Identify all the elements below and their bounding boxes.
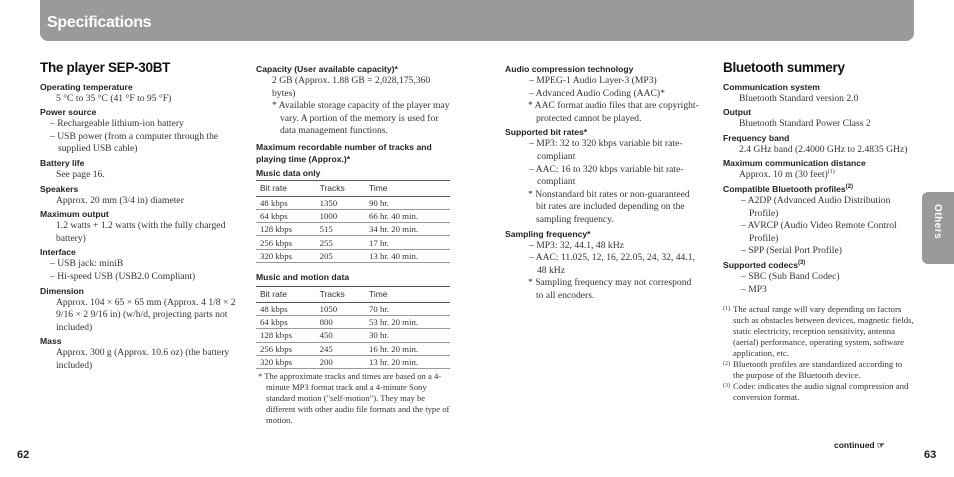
cell-time: 70 hr. (365, 302, 450, 315)
profile-item: – SPP (Serial Port Profile) (741, 245, 842, 257)
bluetooth-heading: Bluetooth summery (723, 60, 845, 75)
footnote-2-text: Bluetooth profiles are standardized according to the purpose of the Bluetooth device. (733, 359, 903, 381)
music-motion-label: Music and motion data (256, 272, 350, 283)
cell-tracks: 515 (316, 223, 365, 236)
output-value: Bluetooth Standard Power Class 2 (739, 118, 871, 130)
cell-tracks: 450 (316, 329, 365, 342)
comm-label: Communication system (723, 81, 820, 92)
footnote-3 (723, 381, 915, 403)
cell-time: 34 hr. 20 min. (365, 223, 450, 236)
header-time: Time (365, 287, 450, 303)
speakers-label: Speakers (40, 183, 79, 194)
cell-bit-rate: 256 kbps (256, 236, 316, 249)
cell-bit-rate: 48 kbps (256, 196, 316, 209)
max-tracks-label: Maximum recordable number of tracks and playing time (Approx.)* (256, 141, 432, 164)
cell-tracks: 200 (316, 355, 365, 368)
op-temp-label: Operating temperature (40, 81, 133, 92)
footnote-1-text: The actual range will vary depending on factors such as obstacles between devices, magnetic fields, static electricity, reception sensitivity, antenna (aerial) performance, operating system, software application, etc. (733, 304, 914, 359)
music-motion-table (256, 286, 450, 369)
dimension-label: Dimension (40, 285, 84, 296)
table-row (256, 315, 450, 328)
comm-value: Bluetooth Standard version 2.0 (739, 92, 859, 104)
cell-tracks: 800 (316, 315, 365, 328)
cell-bit-rate: 320 kbps (256, 249, 316, 262)
range-label: Maximum communication distance (723, 158, 866, 169)
cell-tracks: 1350 (316, 196, 365, 209)
dimension-value: Approx. 104 × 65 × 65 mm (Approx. 4 1/8 × 2 9/16 × 2 9/16 in) (w/h/d, projecting parts not included) (56, 296, 236, 333)
bitrate-note: * Nonstandard bit rates or non-guaranteed bit rates are included depending on the sampling frequency. (528, 188, 690, 225)
table-header-row (256, 180, 450, 196)
header-time: Time (365, 180, 450, 196)
cell-time: 90 hr. (365, 196, 450, 209)
table-row (256, 355, 450, 368)
profiles-label (723, 183, 915, 195)
footnote-1 (723, 304, 915, 359)
codec-item: – MP3 (741, 283, 767, 295)
table-row (256, 302, 450, 315)
freq-label: Frequency band (723, 132, 790, 143)
sampling-item: – AAC: 11.025, 12, 16, 22.05, 24, 32, 44.1, 48 kHz (529, 252, 695, 276)
table-row (256, 329, 450, 342)
header-tracks: Tracks (316, 180, 365, 196)
cell-time: 13 hr. 40 min. (365, 249, 450, 262)
cell-time: 16 hr. 20 min. (365, 342, 450, 355)
cell-tracks: 205 (316, 249, 365, 262)
profile-item: – A2DP (Advanced Audio Distribution Profile) (741, 194, 891, 219)
audio-item: – MPEG-1 Audio Layer-3 (MP3) (529, 75, 657, 86)
cell-tracks: 245 (316, 342, 365, 355)
music-only-table (256, 180, 450, 263)
player-specs-column (40, 62, 240, 373)
audio-item: – Advanced Audio Coding (AAC)* (529, 87, 665, 99)
section-title: Specifications (47, 14, 152, 31)
side-tab-label: Others (932, 204, 943, 240)
footnote-1-mark: (1) (723, 306, 730, 313)
header-bit-rate: Bit rate (256, 180, 316, 196)
cell-bit-rate: 128 kbps (256, 329, 316, 342)
freq-value: 2.4 GHz band (2.4000 GHz to 2.4835 GHz) (739, 143, 908, 155)
tracks-footnote: * The approximate tracks and times are based on a 4-minute MP3 format track and a 4-minute Sony standard motion ("self-motion"). They may be different with other audio file formats and the type of motion. (258, 371, 450, 426)
page-number-left: 62 (17, 449, 30, 461)
others-side-tab (922, 192, 954, 264)
cell-bit-rate: 128 kbps (256, 223, 316, 236)
cell-bit-rate: 320 kbps (256, 355, 316, 368)
bitrate-item: – MP3: 32 to 320 kbps variable bit rate-compliant (529, 138, 683, 162)
footnote-2 (723, 359, 915, 381)
range-text: Approx. 10 m (30 feet) (739, 169, 828, 181)
capacity-label: Capacity (User available capacity)* (256, 64, 398, 74)
table-row (256, 223, 450, 236)
cell-tracks: 255 (316, 236, 365, 249)
profiles-text: Compatible Bluetooth profiles (723, 183, 846, 194)
audio-column (505, 62, 700, 303)
cell-tracks: 1050 (316, 302, 365, 315)
bluetooth-column (723, 62, 915, 403)
player-heading: The player SEP-30BT (40, 60, 171, 75)
max-output-value: 1.2 watts + 1.2 watts (with the fully charged battery) (56, 220, 226, 244)
capacity-note: * Available storage capacity of the player may vary. A portion of the memory is used for data management functions. (272, 100, 450, 137)
power-item: – Rechargeable lithium-ion battery (50, 118, 184, 130)
range-sup: (1) (827, 169, 835, 176)
codecs-label (723, 259, 915, 271)
bitrate-label: Supported bit rates* (505, 127, 588, 138)
footnote-3-mark: (3) (723, 383, 730, 390)
sampling-item: – MP3: 32, 44.1, 48 kHz (529, 239, 624, 251)
interface-item: – USB jack: miniB (50, 258, 124, 270)
header-bit-rate: Bit rate (256, 287, 316, 303)
battery-label: Battery life (40, 157, 85, 168)
power-label: Power source (40, 107, 97, 118)
battery-value: See page 16. (56, 168, 105, 180)
capacity-column (256, 62, 450, 426)
table-row (256, 209, 450, 222)
table-header-row (256, 287, 450, 303)
cell-time: 66 hr. 40 min. (365, 209, 450, 222)
mass-value: Approx. 300 g (Approx. 10.6 oz) (the battery included) (56, 347, 230, 371)
cell-time: 53 hr. 20 min. (365, 315, 450, 328)
cell-time: 13 hr. 20 min. (365, 355, 450, 368)
profiles-sup: (2) (845, 184, 854, 191)
capacity-value: 2 GB (Approx. 1.88 GB = 2,028,175,360 bytes) (272, 75, 431, 99)
sampling-note: * Sampling frequency may not correspond to all encoders. (528, 277, 692, 301)
footnote-2-mark: (2) (723, 361, 730, 368)
codecs-text: Supported codecs (723, 259, 798, 270)
audio-note: * AAC format audio files that are copyright-protected cannot be played. (528, 100, 699, 124)
sampling-label: Sampling frequency* (505, 228, 591, 239)
page-number-right: 63 (924, 449, 937, 461)
cell-bit-rate: 256 kbps (256, 342, 316, 355)
codec-item: – SBC (Sub Band Codec) (741, 270, 840, 282)
speakers-value: Approx. 20 mm (3/4 in) diameter (56, 194, 184, 206)
interface-label: Interface (40, 247, 76, 258)
max-output-label: Maximum output (40, 209, 109, 220)
cell-time: 30 hr. (365, 329, 450, 342)
cell-time: 17 hr. (365, 236, 450, 249)
footnote-3-text: Codec indicates the audio signal compression and conversion format. (733, 381, 909, 403)
codecs-sup: (3) (797, 260, 806, 267)
music-only-label: Music data only (256, 167, 321, 178)
output-label: Output (723, 107, 752, 118)
profile-item: – AVRCP (Audio Video Remote Control Profile) (741, 220, 897, 244)
cell-bit-rate: 48 kbps (256, 302, 316, 315)
table-row (256, 196, 450, 209)
op-temp-value: 5 °C to 35 °C (41 °F to 95 °F) (56, 92, 172, 104)
audio-label: Audio compression technology (505, 64, 634, 74)
range-value (723, 169, 915, 182)
section-banner (40, 0, 914, 41)
table-row (256, 342, 450, 355)
header-tracks: Tracks (316, 287, 365, 303)
interface-item: – Hi-speed USB (USB2.0 Compliant) (50, 270, 196, 282)
table-row (256, 236, 450, 249)
power-item: – USB power (from a computer through the supplied USB cable) (50, 130, 219, 155)
continued-label: continued ☞ (834, 440, 885, 450)
bitrate-item: – AAC: 16 to 320 kbps variable bit rate-compliant (529, 163, 684, 188)
cell-tracks: 1000 (316, 209, 365, 222)
cell-bit-rate: 64 kbps (256, 209, 316, 222)
cell-bit-rate: 64 kbps (256, 315, 316, 328)
mass-label: Mass (40, 336, 62, 347)
table-row (256, 249, 450, 262)
